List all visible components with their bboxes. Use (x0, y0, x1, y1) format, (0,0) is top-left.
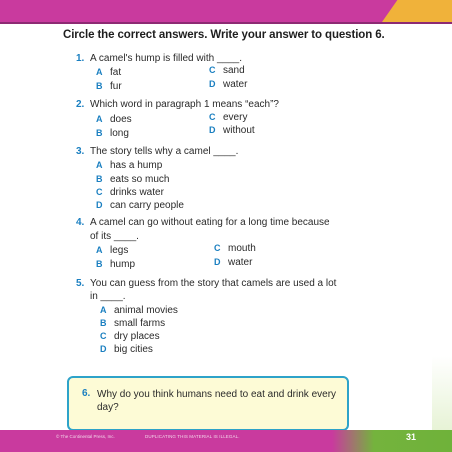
choice-3c[interactable] (96, 186, 164, 199)
choice-1d[interactable] (209, 78, 247, 91)
question-number: 1. (76, 53, 85, 64)
question-text-line2: of its ____. (90, 231, 139, 242)
choice-letter: C (209, 112, 216, 122)
choice-3d[interactable] (96, 199, 184, 212)
choice-4b[interactable] (96, 258, 135, 271)
choice-text: every (223, 112, 248, 123)
choice-text: without (223, 125, 255, 136)
choice-text: sand (223, 65, 245, 76)
choice-text: water (223, 79, 248, 90)
top-banner (0, 0, 452, 24)
choice-letter: B (96, 174, 103, 184)
choice-4d[interactable] (214, 256, 252, 269)
question-text: Which word in paragraph 1 means “each”? (90, 99, 279, 110)
decorative-corner-shape (432, 356, 452, 430)
choice-letter: A (96, 67, 103, 77)
essay-question-number: 6. (82, 388, 91, 399)
choice-1b[interactable] (96, 80, 122, 93)
copyright-notice: DUPLICATING THIS MATERIAL IS ILLEGAL. (145, 434, 240, 439)
choice-letter: C (100, 331, 107, 341)
choice-1a[interactable] (96, 66, 121, 79)
question-number: 3. (76, 146, 85, 157)
choice-5a[interactable] (100, 304, 178, 317)
choice-text: can carry people (110, 200, 184, 211)
essay-question-text: Why do you think humans need to eat and drink every day? (97, 389, 337, 413)
choice-letter: B (100, 318, 107, 328)
choice-5c[interactable] (100, 330, 160, 343)
choice-text: fur (110, 81, 122, 92)
choice-text: mouth (228, 243, 256, 254)
choice-4c[interactable] (214, 242, 256, 255)
choice-text: dry places (114, 331, 160, 342)
choice-letter: C (209, 65, 216, 75)
question-text-line2: in ____. (90, 291, 126, 302)
question-number: 4. (76, 217, 85, 228)
choice-3a[interactable] (96, 159, 162, 172)
choice-1c[interactable] (209, 64, 245, 77)
choice-letter: B (96, 128, 103, 138)
choice-letter: A (100, 305, 107, 315)
essay-question-box[interactable] (67, 376, 349, 431)
instructions-heading: Circle the correct answers. Write your answer to question 6. (63, 29, 385, 41)
choice-letter: A (96, 245, 103, 255)
choice-letter: D (214, 257, 221, 267)
publisher-copyright: © The Continental Press, Inc. (56, 434, 115, 439)
choice-letter: D (100, 344, 107, 354)
choice-text: animal movies (114, 305, 178, 316)
bottom-band-green-accent (332, 430, 452, 452)
choice-letter: D (96, 200, 103, 210)
choice-text: small farms (114, 318, 166, 329)
choice-letter: A (96, 114, 103, 124)
question-number: 2. (76, 99, 85, 110)
choice-2b[interactable] (96, 127, 129, 140)
page-number: 31 (406, 432, 417, 442)
choice-text: fat (110, 67, 122, 78)
choice-4a[interactable] (96, 244, 128, 257)
choice-text: eats so much (110, 174, 170, 185)
banner-corner-accent (382, 0, 452, 22)
choice-letter: D (209, 79, 216, 89)
question-number: 5. (76, 278, 85, 289)
choice-5d[interactable] (100, 343, 153, 356)
question-text: A camel's hump is filled with ____. (90, 53, 242, 64)
choice-text: drinks water (110, 187, 164, 198)
question-text-line1: You can guess from the story that camels are used a lot (90, 278, 337, 289)
question-text-line1: A camel can go without eating for a long time because (90, 217, 330, 228)
choice-letter: A (96, 160, 103, 170)
choice-2a[interactable] (96, 113, 132, 126)
choice-5b[interactable] (100, 317, 165, 330)
choice-2c[interactable] (209, 111, 247, 124)
choice-letter: C (96, 187, 103, 197)
choice-text: has a hump (110, 160, 163, 171)
question-text: The story tells why a camel ____. (90, 146, 239, 157)
choice-letter: C (214, 243, 221, 253)
choice-2d[interactable] (209, 124, 255, 137)
choice-text: water (228, 257, 253, 268)
choice-letter: B (96, 81, 103, 91)
choice-3b[interactable] (96, 173, 169, 186)
choice-text: big cities (114, 344, 153, 355)
choice-letter: B (96, 259, 103, 269)
choice-text: legs (110, 245, 129, 256)
choice-text: hump (110, 259, 136, 270)
choice-text: long (110, 128, 129, 139)
choice-text: does (110, 114, 132, 125)
choice-letter: D (209, 125, 216, 135)
